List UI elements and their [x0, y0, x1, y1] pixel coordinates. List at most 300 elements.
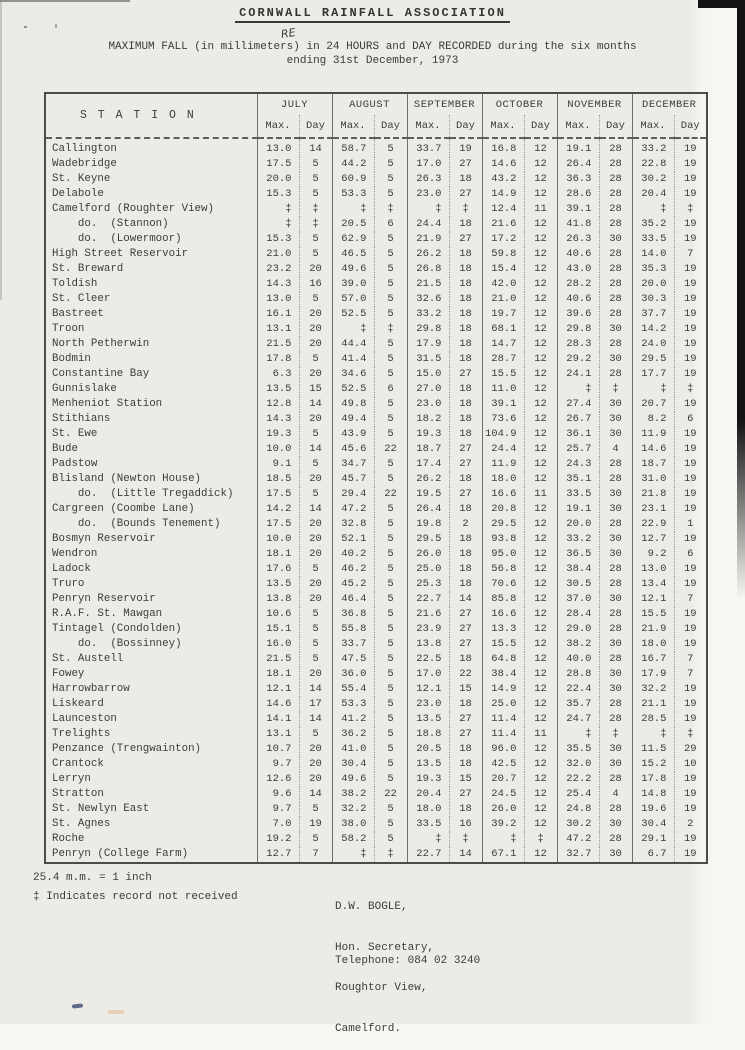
day-subheader: Day [299, 115, 332, 138]
max-value-cell: 36.5 [557, 547, 599, 562]
station-name: St. Cleer [45, 292, 257, 307]
station-name: Bosmyn Reservoir [45, 532, 257, 547]
day-value-cell: 19 [674, 232, 707, 247]
station-name: St. Keyne [45, 172, 257, 187]
station-name: Tintagel (Condolden) [45, 622, 257, 637]
station-name: do. (Bounds Tenement) [45, 517, 257, 532]
day-value-cell: 28 [599, 457, 632, 472]
table-row [45, 262, 707, 277]
day-value-cell: 18 [449, 502, 482, 517]
max-value-cell: ‡ [257, 202, 299, 217]
station-name: do. (Lowermoor) [45, 232, 257, 247]
day-value-cell: 5 [299, 607, 332, 622]
max-value-cell: 58.2 [332, 832, 374, 847]
day-value-cell: 5 [374, 652, 407, 667]
day-value-cell: 27 [449, 232, 482, 247]
max-value-cell: 53.3 [332, 187, 374, 202]
day-value-cell: 28 [599, 562, 632, 577]
max-value-cell: 12.1 [257, 682, 299, 697]
day-subheader: Day [449, 115, 482, 138]
table-row [45, 382, 707, 397]
day-value-cell: 28 [599, 832, 632, 847]
day-value-cell: 30 [599, 682, 632, 697]
day-value-cell: 20 [299, 532, 332, 547]
max-value-cell: 18.0 [407, 802, 449, 817]
month-header-september: SEPTEMBER [407, 93, 482, 115]
day-value-cell: 12 [524, 652, 557, 667]
max-value-cell: 17.0 [407, 667, 449, 682]
day-value-cell: 20 [299, 592, 332, 607]
day-value-cell: 12 [524, 847, 557, 863]
day-value-cell: 19 [674, 322, 707, 337]
max-value-cell: 35.7 [557, 697, 599, 712]
max-value-cell: 17.5 [257, 157, 299, 172]
max-subheader: Max. [632, 115, 674, 138]
max-value-cell: 16.1 [257, 307, 299, 322]
table-row [45, 187, 707, 202]
signature-role: Hon. Secretary, [335, 941, 435, 954]
day-value-cell: 20 [299, 577, 332, 592]
max-value-cell: 13.5 [407, 757, 449, 772]
day-value-cell: 12 [524, 397, 557, 412]
max-value-cell: 31.0 [632, 472, 674, 487]
day-value-cell: 5 [374, 532, 407, 547]
max-value-cell: 26.4 [407, 502, 449, 517]
table-row [45, 547, 707, 562]
max-value-cell: 34.7 [332, 457, 374, 472]
table-row [45, 232, 707, 247]
max-value-cell: 20.4 [632, 187, 674, 202]
day-value-cell: 18 [449, 247, 482, 262]
max-value-cell: 67.1 [482, 847, 524, 863]
handwritten-annotation: RE [280, 26, 297, 41]
max-value-cell: 59.8 [482, 247, 524, 262]
max-value-cell: 34.6 [332, 367, 374, 382]
station-name: North Petherwin [45, 337, 257, 352]
max-value-cell: ‡ [632, 382, 674, 397]
max-value-cell: 19.1 [557, 138, 599, 157]
station-name: Launceston [45, 712, 257, 727]
day-value-cell: 19 [299, 817, 332, 832]
day-value-cell: 28 [599, 187, 632, 202]
day-value-cell: 30 [599, 397, 632, 412]
max-value-cell: 38.2 [332, 787, 374, 802]
day-value-cell: 20 [299, 472, 332, 487]
table-row [45, 202, 707, 217]
day-value-cell: 12 [524, 697, 557, 712]
max-value-cell: 32.8 [332, 517, 374, 532]
day-value-cell: 19 [674, 172, 707, 187]
day-value-cell: 5 [374, 667, 407, 682]
max-value-cell: 14.2 [257, 502, 299, 517]
day-value-cell: 5 [374, 637, 407, 652]
max-value-cell: 60.9 [332, 172, 374, 187]
day-value-cell: 11 [524, 487, 557, 502]
day-value-cell: 28 [599, 202, 632, 217]
max-value-cell: 30.4 [332, 757, 374, 772]
stain-mark [108, 1010, 124, 1014]
day-value-cell: 30 [599, 817, 632, 832]
max-value-cell: 13.0 [632, 562, 674, 577]
max-value-cell: 30.3 [632, 292, 674, 307]
station-name: do. (Little Tregaddick) [45, 487, 257, 502]
day-value-cell: 12 [524, 712, 557, 727]
max-subheader: Max. [482, 115, 524, 138]
day-subheader: Day [374, 115, 407, 138]
max-value-cell: 13.8 [407, 637, 449, 652]
table-row [45, 397, 707, 412]
max-value-cell: 13.3 [482, 622, 524, 637]
month-header-october: OCTOBER [482, 93, 557, 115]
max-value-cell: 19.3 [407, 427, 449, 442]
table-row [45, 607, 707, 622]
day-value-cell: 14 [299, 138, 332, 157]
day-value-cell: 30 [599, 742, 632, 757]
subtitle-line-1: MAXIMUM FALL (in millimeters) in 24 HOURS and DAY RECORDED during the six months [108, 41, 637, 53]
max-value-cell: 46.2 [332, 562, 374, 577]
max-value-cell: 23.0 [407, 397, 449, 412]
max-value-cell: 33.7 [332, 637, 374, 652]
max-value-cell: 13.5 [257, 577, 299, 592]
signature-address-2: Camelford. [335, 1022, 402, 1035]
max-value-cell: 38.4 [557, 562, 599, 577]
max-value-cell: 18.2 [407, 412, 449, 427]
max-value-cell: 95.0 [482, 547, 524, 562]
max-value-cell: 12.7 [257, 847, 299, 863]
day-value-cell: 19 [674, 352, 707, 367]
max-value-cell: ‡ [632, 727, 674, 742]
max-value-cell: 32.6 [407, 292, 449, 307]
table-row [45, 817, 707, 832]
max-value-cell: 10.0 [257, 442, 299, 457]
day-value-cell: 22 [374, 787, 407, 802]
station-name: R.A.F. St. Mawgan [45, 607, 257, 622]
max-value-cell: 49.8 [332, 397, 374, 412]
max-value-cell: 20.0 [257, 172, 299, 187]
table-row [45, 517, 707, 532]
table-row [45, 592, 707, 607]
day-value-cell: 30 [599, 547, 632, 562]
max-value-cell: 33.2 [557, 532, 599, 547]
day-value-cell: 27 [449, 787, 482, 802]
max-value-cell: 15.3 [257, 187, 299, 202]
max-value-cell: 42.5 [482, 757, 524, 772]
max-value-cell: 29.4 [332, 487, 374, 502]
table-row [45, 832, 707, 847]
day-value-cell: 5 [374, 697, 407, 712]
day-value-cell: 11 [524, 202, 557, 217]
max-value-cell: 28.5 [632, 712, 674, 727]
day-value-cell: 5 [374, 592, 407, 607]
day-value-cell: ‡ [374, 202, 407, 217]
table-row [45, 367, 707, 382]
day-value-cell: 18 [449, 757, 482, 772]
day-value-cell: 4 [599, 787, 632, 802]
max-value-cell: 32.7 [557, 847, 599, 863]
day-value-cell: 30 [599, 232, 632, 247]
day-value-cell: 6 [674, 412, 707, 427]
max-value-cell: 53.3 [332, 697, 374, 712]
day-value-cell: 12 [524, 172, 557, 187]
max-value-cell: 8.2 [632, 412, 674, 427]
day-value-cell: ‡ [449, 202, 482, 217]
day-value-cell: 19 [674, 802, 707, 817]
day-value-cell: 12 [524, 742, 557, 757]
day-value-cell: 30 [599, 667, 632, 682]
day-value-cell: ‡ [599, 727, 632, 742]
max-value-cell: 14.3 [257, 412, 299, 427]
max-value-cell: 13.1 [257, 322, 299, 337]
station-name: St. Agnes [45, 817, 257, 832]
day-value-cell: 12 [524, 232, 557, 247]
max-value-cell: 19.2 [257, 832, 299, 847]
max-value-cell: 52.5 [332, 307, 374, 322]
day-value-cell: 5 [374, 138, 407, 157]
day-value-cell: 30 [599, 532, 632, 547]
max-value-cell: 39.6 [557, 307, 599, 322]
max-value-cell: 17.8 [632, 772, 674, 787]
day-value-cell: 18 [449, 262, 482, 277]
day-value-cell: 28 [599, 367, 632, 382]
max-value-cell: 15.5 [482, 637, 524, 652]
max-value-cell: 9.7 [257, 757, 299, 772]
day-value-cell: 7 [299, 847, 332, 863]
max-value-cell: 14.6 [482, 157, 524, 172]
day-value-cell: 20 [299, 757, 332, 772]
max-value-cell: 21.6 [482, 217, 524, 232]
station-name: High Street Reservoir [45, 247, 257, 262]
day-value-cell: 1 [674, 517, 707, 532]
table-row [45, 787, 707, 802]
max-value-cell: 22.5 [407, 652, 449, 667]
telephone-line: Telephone: 084 02 3240 [335, 955, 481, 967]
day-value-cell: 18 [449, 547, 482, 562]
day-value-cell: 27 [449, 187, 482, 202]
max-value-cell: 73.6 [482, 412, 524, 427]
max-value-cell: 45.2 [332, 577, 374, 592]
max-value-cell: 29.5 [632, 352, 674, 367]
table-row [45, 622, 707, 637]
day-value-cell: 5 [374, 277, 407, 292]
scan-edge-artifact [737, 0, 745, 600]
day-value-cell: 20 [299, 367, 332, 382]
max-value-cell: 24.4 [407, 217, 449, 232]
max-value-cell: 33.2 [407, 307, 449, 322]
day-value-cell: 12 [524, 517, 557, 532]
table-row [45, 247, 707, 262]
scan-speck [24, 26, 27, 28]
day-value-cell: 20 [299, 337, 332, 352]
day-value-cell: 18 [449, 697, 482, 712]
day-value-cell: 30 [599, 412, 632, 427]
day-value-cell: 19 [674, 292, 707, 307]
day-value-cell: 12 [524, 138, 557, 157]
max-value-cell: 16.6 [482, 607, 524, 622]
max-value-cell: 38.4 [482, 667, 524, 682]
max-value-cell: 17.9 [407, 337, 449, 352]
max-value-cell: 41.2 [332, 712, 374, 727]
day-value-cell: 19 [674, 262, 707, 277]
max-value-cell: 11.4 [482, 712, 524, 727]
max-value-cell: 18.0 [632, 637, 674, 652]
day-value-cell: 12 [524, 472, 557, 487]
station-name: Roche [45, 832, 257, 847]
max-value-cell: 46.5 [332, 247, 374, 262]
station-name: St. Ewe [45, 427, 257, 442]
table-row [45, 802, 707, 817]
day-value-cell: 14 [299, 502, 332, 517]
station-name: Constantine Bay [45, 367, 257, 382]
max-value-cell: 14.1 [257, 712, 299, 727]
day-value-cell: 19 [674, 397, 707, 412]
max-value-cell: 30.5 [557, 577, 599, 592]
day-value-cell: 29 [674, 742, 707, 757]
day-value-cell: 20 [299, 412, 332, 427]
day-value-cell: 5 [374, 172, 407, 187]
max-value-cell: 22.2 [557, 772, 599, 787]
day-value-cell: 19 [674, 217, 707, 232]
table-row [45, 652, 707, 667]
day-value-cell: 12 [524, 757, 557, 772]
day-value-cell: ‡ [674, 727, 707, 742]
max-value-cell: 40.0 [557, 652, 599, 667]
day-value-cell: 16 [299, 277, 332, 292]
day-value-cell: 5 [374, 157, 407, 172]
station-name: Cargreen (Coombe Lane) [45, 502, 257, 517]
day-value-cell: 12 [524, 772, 557, 787]
station-name: Trelights [45, 727, 257, 742]
day-value-cell: 5 [374, 367, 407, 382]
max-value-cell: 14.6 [632, 442, 674, 457]
max-value-cell: 49.6 [332, 772, 374, 787]
day-value-cell: 20 [299, 307, 332, 322]
day-value-cell: 20 [299, 742, 332, 757]
table-row [45, 277, 707, 292]
max-value-cell: ‡ [557, 727, 599, 742]
max-value-cell: 15.4 [482, 262, 524, 277]
day-value-cell: 5 [374, 577, 407, 592]
day-value-cell: 18 [449, 307, 482, 322]
day-value-cell: 27 [449, 487, 482, 502]
day-value-cell: 12 [524, 637, 557, 652]
day-value-cell: 20 [299, 667, 332, 682]
day-value-cell: 12 [524, 817, 557, 832]
max-value-cell: 12.7 [632, 532, 674, 547]
max-value-cell: 17.0 [407, 157, 449, 172]
table-row [45, 322, 707, 337]
day-value-cell: 2 [674, 817, 707, 832]
station-name: Blisland (Newton House) [45, 472, 257, 487]
day-value-cell: 5 [374, 832, 407, 847]
max-value-cell: 17.5 [257, 487, 299, 502]
max-value-cell: 29.8 [407, 322, 449, 337]
max-value-cell: 29.5 [482, 517, 524, 532]
max-value-cell: 13.5 [257, 382, 299, 397]
max-value-cell: 104.9 [482, 427, 524, 442]
day-value-cell: 16 [449, 817, 482, 832]
max-value-cell: 64.8 [482, 652, 524, 667]
day-value-cell: ‡ [449, 832, 482, 847]
table-row [45, 562, 707, 577]
day-value-cell: 28 [599, 697, 632, 712]
max-value-cell: 52.5 [332, 382, 374, 397]
max-value-cell: 58.7 [332, 138, 374, 157]
day-value-cell: 5 [299, 292, 332, 307]
day-value-cell: 18 [449, 412, 482, 427]
max-value-cell: 18.5 [257, 472, 299, 487]
day-value-cell: 5 [374, 562, 407, 577]
day-value-cell: 12 [524, 157, 557, 172]
max-value-cell: 23.0 [407, 187, 449, 202]
day-value-cell: 5 [374, 547, 407, 562]
max-value-cell: 57.0 [332, 292, 374, 307]
max-value-cell: 30.2 [557, 817, 599, 832]
day-value-cell: 5 [374, 187, 407, 202]
day-value-cell: 5 [299, 487, 332, 502]
max-value-cell: 18.8 [407, 727, 449, 742]
day-value-cell: 5 [374, 712, 407, 727]
day-value-cell: 30 [599, 757, 632, 772]
day-value-cell: 19 [674, 682, 707, 697]
max-value-cell: 13.0 [257, 292, 299, 307]
day-value-cell: 28 [599, 217, 632, 232]
max-value-cell: 24.0 [632, 337, 674, 352]
day-value-cell: 12 [524, 307, 557, 322]
max-value-cell: 19.1 [557, 502, 599, 517]
day-value-cell: 12 [524, 607, 557, 622]
table-row [45, 742, 707, 757]
max-value-cell: 14.9 [482, 682, 524, 697]
max-value-cell: 23.9 [407, 622, 449, 637]
day-value-cell: 18 [449, 352, 482, 367]
day-value-cell: 19 [674, 427, 707, 442]
max-value-cell: 15.5 [482, 367, 524, 382]
max-value-cell: 39.2 [482, 817, 524, 832]
max-value-cell: 26.2 [407, 247, 449, 262]
max-value-cell: 21.9 [407, 232, 449, 247]
max-value-cell: 37.7 [632, 307, 674, 322]
max-value-cell: 18.1 [257, 667, 299, 682]
station-name: Menheniot Station [45, 397, 257, 412]
max-value-cell: 21.1 [632, 697, 674, 712]
rainfall-table [44, 92, 708, 864]
max-value-cell: 24.5 [482, 787, 524, 802]
day-value-cell: 15 [449, 772, 482, 787]
day-value-cell: 19 [674, 562, 707, 577]
max-value-cell: ‡ [407, 832, 449, 847]
day-value-cell: 6 [374, 217, 407, 232]
day-value-cell: 14 [299, 682, 332, 697]
day-value-cell: 12 [524, 802, 557, 817]
max-value-cell: 17.8 [257, 352, 299, 367]
day-value-cell: 20 [299, 322, 332, 337]
max-value-cell: 70.6 [482, 577, 524, 592]
day-value-cell: 12 [524, 442, 557, 457]
max-value-cell: 55.8 [332, 622, 374, 637]
station-name: Truro [45, 577, 257, 592]
max-value-cell: 18.1 [257, 547, 299, 562]
station-name: Crantock [45, 757, 257, 772]
day-value-cell: 19 [674, 157, 707, 172]
max-value-cell: 55.4 [332, 682, 374, 697]
max-value-cell: 13.0 [257, 138, 299, 157]
max-value-cell: 28.8 [557, 667, 599, 682]
day-value-cell: 18 [449, 577, 482, 592]
day-value-cell: 28 [599, 307, 632, 322]
day-value-cell: 19 [674, 442, 707, 457]
max-value-cell: 45.7 [332, 472, 374, 487]
station-name: St. Austell [45, 652, 257, 667]
